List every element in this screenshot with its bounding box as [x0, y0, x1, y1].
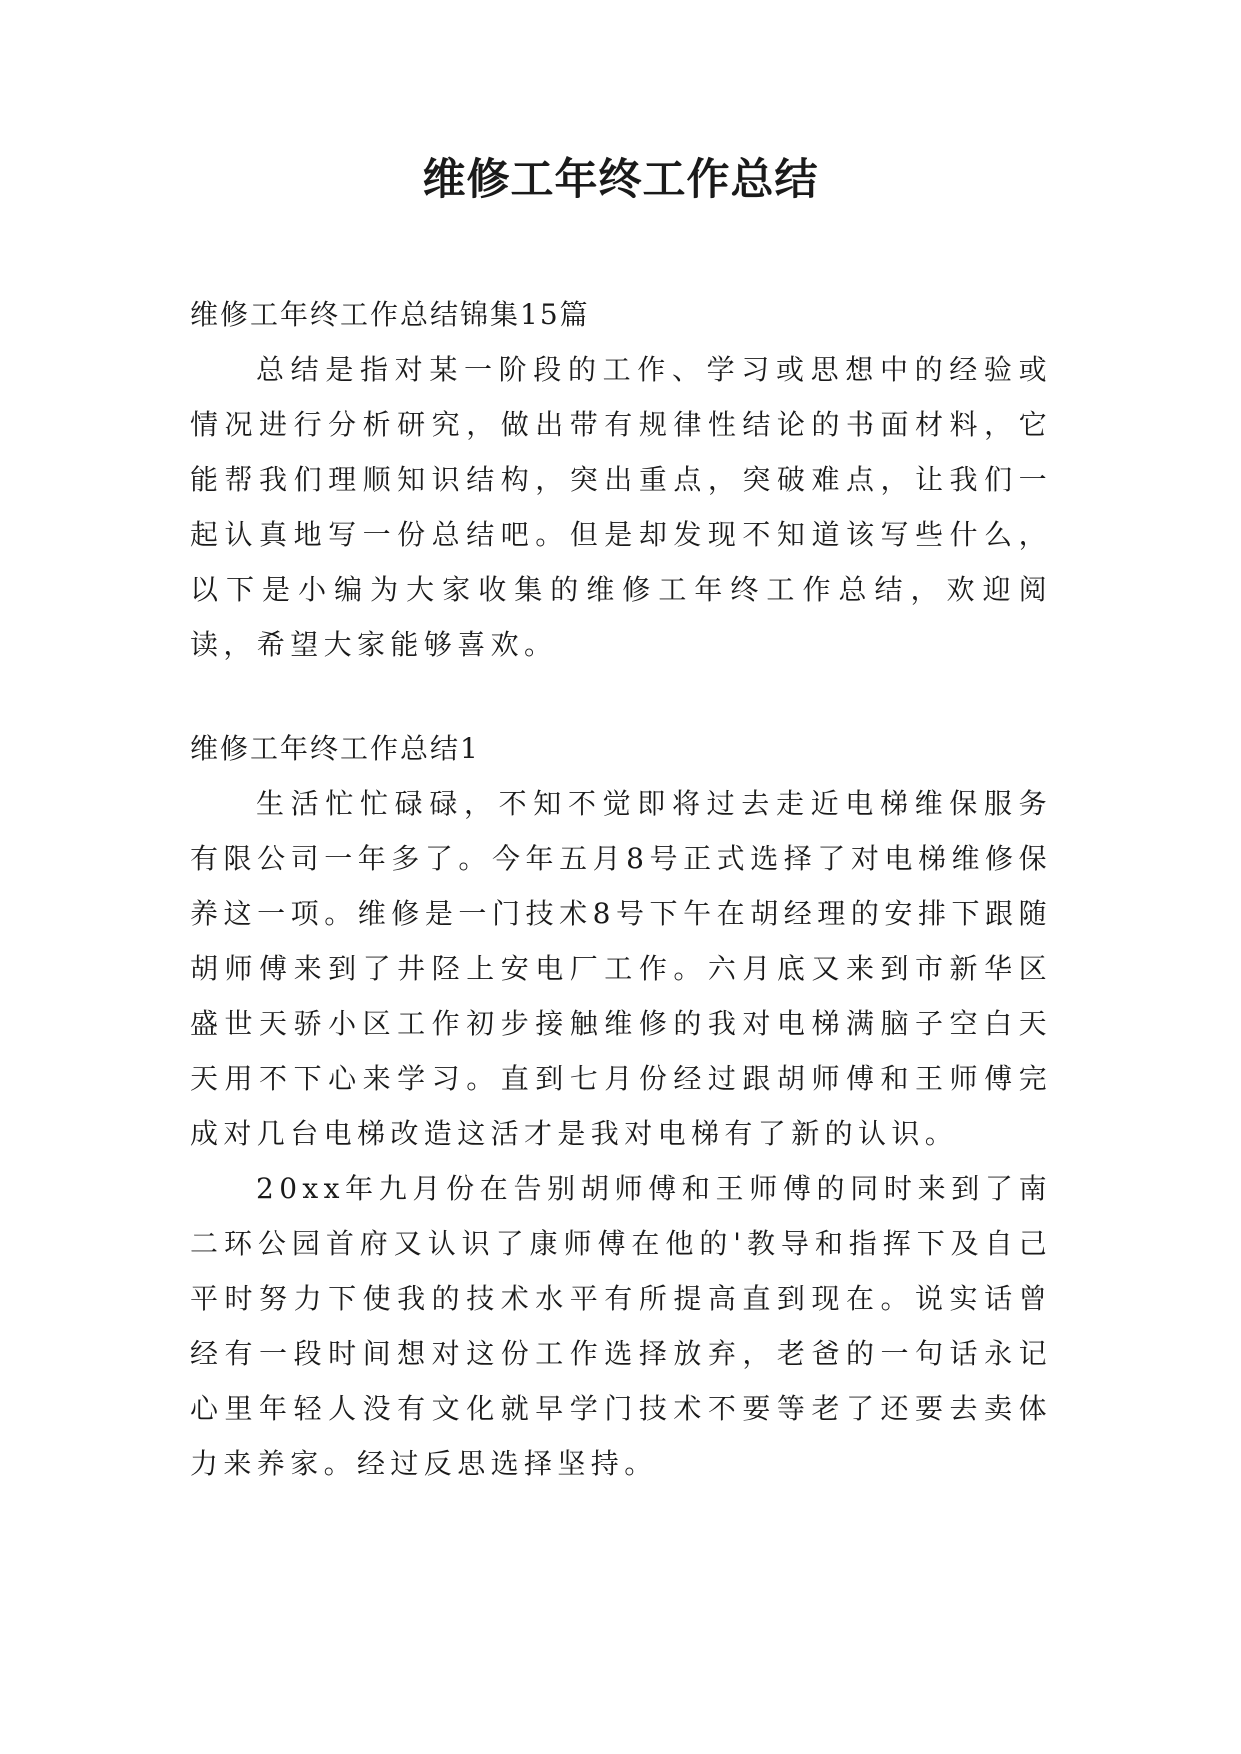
document-body [190, 287, 1052, 1491]
body-paragraph: 20xx年九月份在告别胡师傅和王师傅的同时来到了南二环公园首府又认识了康师傅在他的'教导和指挥下及自己平时努力下使我的技术水平有所提高直到现在。说实话曾经有一段时间想对这份工作选择放弃，老爸的一句话永记心里年轻人没有文化就早学门技术不要等老了还要去卖体力来养家。经过反思选择坚持。 [190, 1172, 1052, 1480]
body-paragraph: 生活忙忙碌碌，不知不觉即将过去走近电梯维保服务有限公司一年多了。今年五月8号正式选择了对电梯维修保养这一项。维修是一门技术8号下午在胡经理的安排下跟随胡师傅来到了井陉上安电厂工作。六月底又来到市新华区盛世天骄小区工作初步接触维修的我对电梯满脑子空白天天用不下心来学习。直到七月份经过跟胡师傅和王师傅完成对几台电梯改造这活才是我对电梯有了新的认识。 [190, 787, 1052, 1150]
document-title: 维修工年终工作总结 [422, 155, 819, 205]
section-heading: 维修工年终工作总结1 [190, 732, 480, 765]
collection-subtitle: 维修工年终工作总结锦集15篇 [190, 298, 590, 331]
intro-paragraph: 总结是指对某一阶段的工作、学习或思想中的经验或情况进行分析研究，做出带有规律性结论的书面材料，它能帮我们理顺知识结构，突出重点，突破难点，让我们一起认真地写一份总结吧。但是却发现不知道该写些什么，以下是小编为大家收集的维修工年终工作总结，欢迎阅读，希望大家能够喜欢。 [190, 353, 1052, 661]
